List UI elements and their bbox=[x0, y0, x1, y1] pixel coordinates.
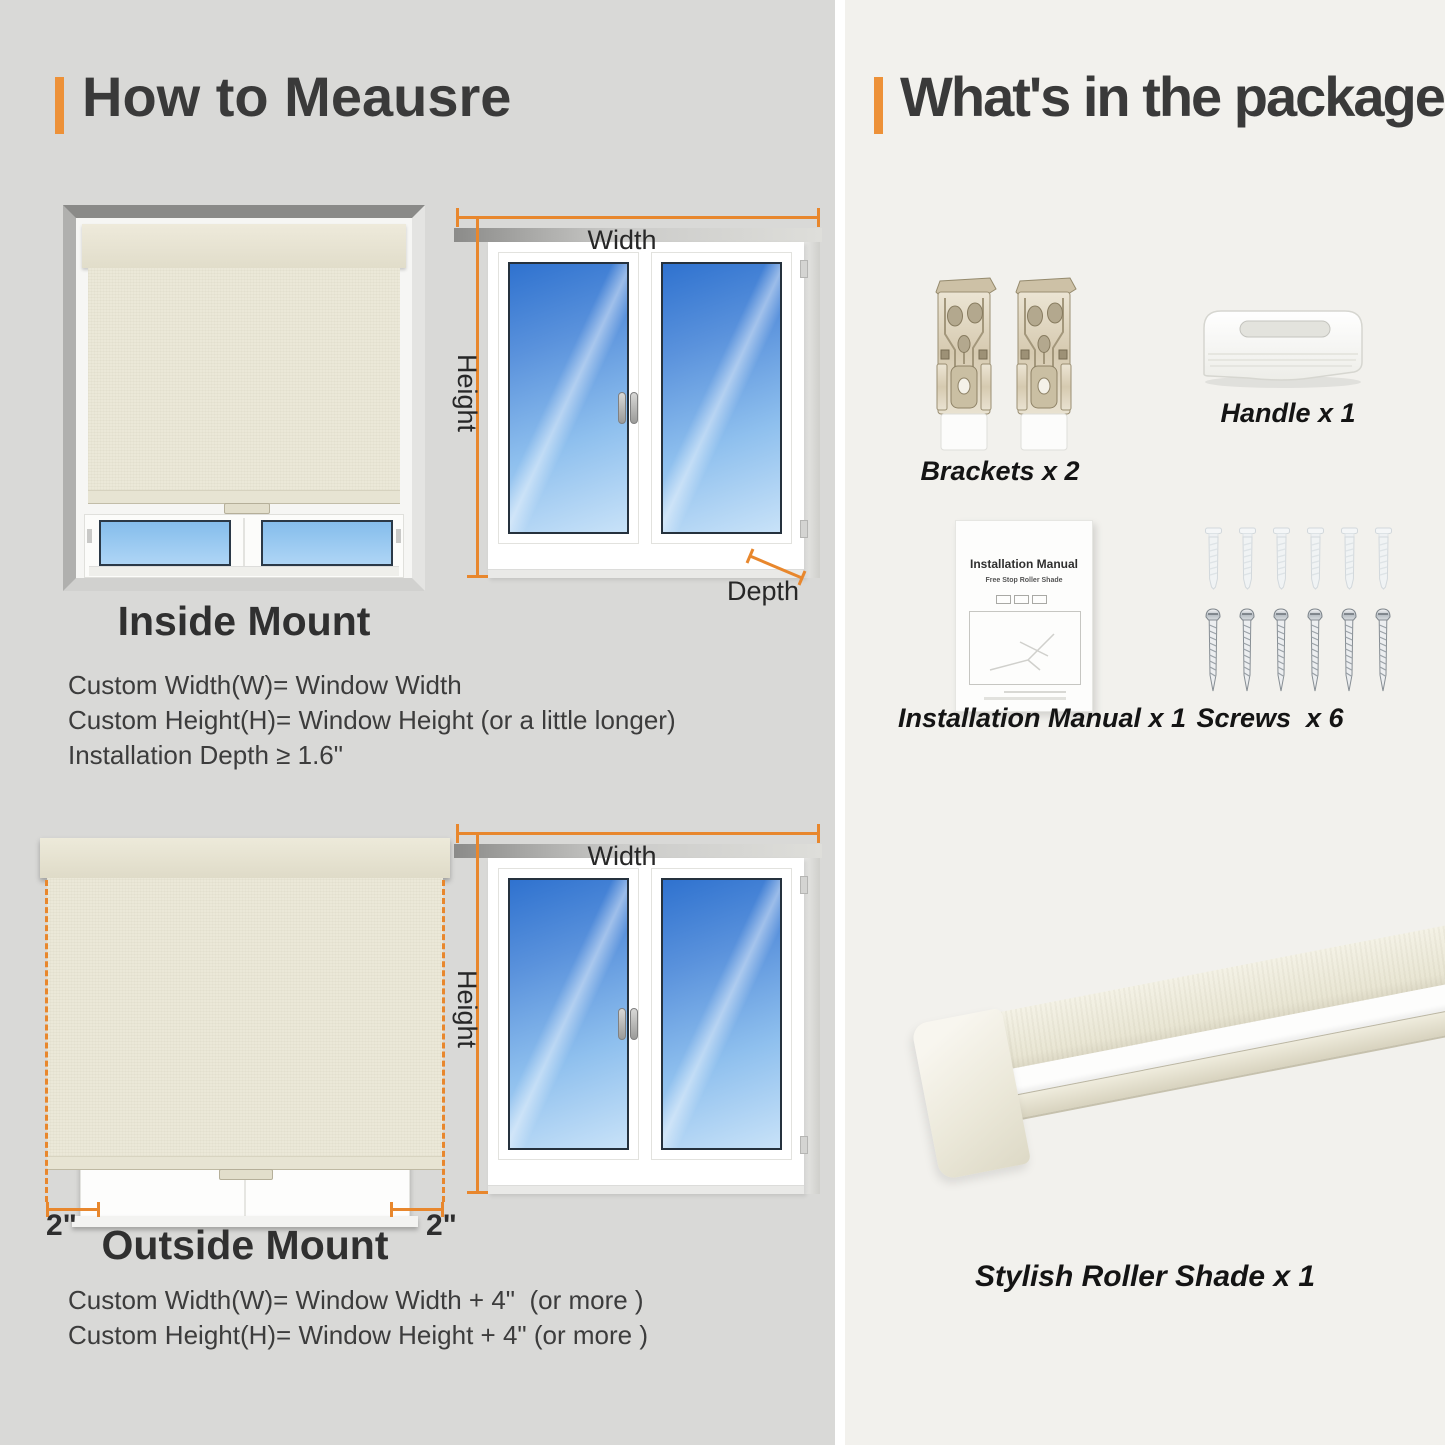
shade-cassette bbox=[40, 838, 450, 878]
screw-icon bbox=[1238, 607, 1256, 695]
window-hinge bbox=[800, 876, 808, 894]
handle-label: Handle x 1 bbox=[1220, 398, 1356, 428]
window-mullion bbox=[243, 518, 245, 566]
screw-icon bbox=[1204, 607, 1222, 695]
inside-note-width: Custom Width(W)= Window Width bbox=[68, 670, 462, 700]
window-hinge bbox=[800, 260, 808, 278]
window-frame bbox=[488, 242, 804, 578]
window-glass bbox=[508, 262, 629, 534]
manual-cover-figure bbox=[996, 595, 1011, 604]
width-arrow bbox=[456, 216, 820, 219]
bracket-icon bbox=[928, 276, 1000, 454]
width-arrow-tick bbox=[817, 208, 820, 227]
manual-cover-diagram bbox=[969, 611, 1081, 685]
height-arrow-tick bbox=[467, 832, 488, 835]
height-arrow-tick bbox=[467, 575, 488, 578]
window-frame bbox=[488, 858, 804, 1194]
manual-cover-title: Installation Manual bbox=[969, 557, 1078, 571]
outside-note-width: Custom Width(W)= Window Width + 4" (or more ) bbox=[68, 1285, 644, 1315]
window-sill bbox=[488, 1185, 804, 1194]
width-arrow bbox=[456, 832, 820, 835]
height-label: Height bbox=[452, 353, 482, 433]
window bbox=[84, 514, 404, 578]
package-title: What's in the package bbox=[900, 65, 1444, 128]
window-glass bbox=[661, 878, 782, 1150]
handle-icon bbox=[1188, 298, 1378, 390]
offset-arrow-tick bbox=[390, 1202, 393, 1217]
wall-anchor-icon bbox=[1239, 527, 1256, 591]
shade-label: Stylish Roller Shade x 1 bbox=[974, 1260, 1316, 1293]
manual-cover-figure bbox=[1032, 595, 1047, 604]
window-pane bbox=[261, 520, 393, 566]
shade-fabric bbox=[88, 268, 400, 490]
window-glass bbox=[661, 262, 782, 534]
offset-label-right: 2" bbox=[426, 1209, 457, 1242]
width-arrow-tick bbox=[817, 824, 820, 843]
manual-cover-caption bbox=[984, 697, 1066, 700]
window-handle bbox=[618, 1008, 626, 1040]
wall-anchor-icon bbox=[1273, 527, 1290, 591]
offset-dashed-line-right bbox=[442, 880, 445, 1202]
window-hinge bbox=[800, 520, 808, 538]
outside-note-height: Custom Height(H)= Window Height + 4" (or more ) bbox=[68, 1320, 648, 1350]
window-handle bbox=[630, 1008, 638, 1040]
accent-bar-left bbox=[55, 77, 64, 134]
screw-icon bbox=[1340, 607, 1358, 695]
shade-handle-tab bbox=[219, 1169, 273, 1180]
shade-handle-tab bbox=[224, 503, 270, 514]
window-pane bbox=[99, 520, 231, 566]
inside-note-depth: Installation Depth ≥ 1.6" bbox=[68, 740, 343, 770]
height-arrow-tick bbox=[467, 216, 488, 219]
wall-anchor-icon bbox=[1205, 527, 1222, 591]
measure-title: How to Meausre bbox=[82, 65, 512, 128]
screws-label: Screws x 6 bbox=[1196, 703, 1344, 733]
outside-mount-photo bbox=[40, 804, 457, 1242]
width-label: Width bbox=[587, 225, 657, 255]
bracket-icon bbox=[1008, 276, 1080, 454]
outside-mount-heading: Outside Mount bbox=[101, 1222, 389, 1268]
wall-anchor-icon bbox=[1341, 527, 1358, 591]
shade-fabric bbox=[47, 878, 443, 1156]
offset-dashed-line-left bbox=[45, 880, 48, 1202]
inside-mount-heading: Inside Mount bbox=[117, 598, 371, 644]
screw-icon bbox=[1374, 607, 1392, 695]
offset-label-left: 2" bbox=[46, 1209, 77, 1242]
manual-label: Installation Manual x 1 bbox=[897, 703, 1187, 733]
width-arrow-tick bbox=[456, 824, 459, 843]
manual-cover-figure bbox=[1014, 595, 1029, 604]
manual-cover-subtitle: Free Stop Roller Shade bbox=[985, 577, 1063, 584]
window-glass bbox=[508, 878, 629, 1150]
depth-label: Depth bbox=[726, 576, 800, 606]
inside-note-height: Custom Height(H)= Window Height (or a little longer) bbox=[68, 705, 676, 735]
outside-mount-diagram bbox=[448, 812, 840, 1236]
manual-cover-caption bbox=[1004, 691, 1066, 693]
inside-mount-diagram bbox=[448, 196, 840, 620]
wall-anchor-icon bbox=[1307, 527, 1324, 591]
manual-icon bbox=[955, 520, 1093, 712]
shade-bottom-rail bbox=[47, 1156, 443, 1170]
window-hinge bbox=[800, 1136, 808, 1154]
window-sill bbox=[89, 566, 399, 576]
window-hinge bbox=[87, 529, 92, 543]
accent-bar-right bbox=[874, 77, 883, 134]
window-hinge bbox=[396, 529, 401, 543]
inside-mount-photo bbox=[63, 205, 425, 591]
height-arrow-tick bbox=[467, 1191, 488, 1194]
window-handle bbox=[618, 392, 626, 424]
window-sash bbox=[651, 252, 792, 544]
height-label: Height bbox=[452, 969, 482, 1049]
window-sash bbox=[651, 868, 792, 1160]
width-arrow-tick bbox=[456, 208, 459, 227]
width-label: Width bbox=[587, 841, 657, 871]
brackets-label: Brackets x 2 bbox=[920, 456, 1080, 486]
shade-cassette bbox=[82, 224, 406, 268]
shade-bottom-rail bbox=[88, 490, 400, 504]
screw-icon bbox=[1306, 607, 1324, 695]
window-handle bbox=[630, 392, 638, 424]
wall-anchor-icon bbox=[1375, 527, 1392, 591]
offset-arrow-tick bbox=[97, 1202, 100, 1217]
screw-icon bbox=[1272, 607, 1290, 695]
